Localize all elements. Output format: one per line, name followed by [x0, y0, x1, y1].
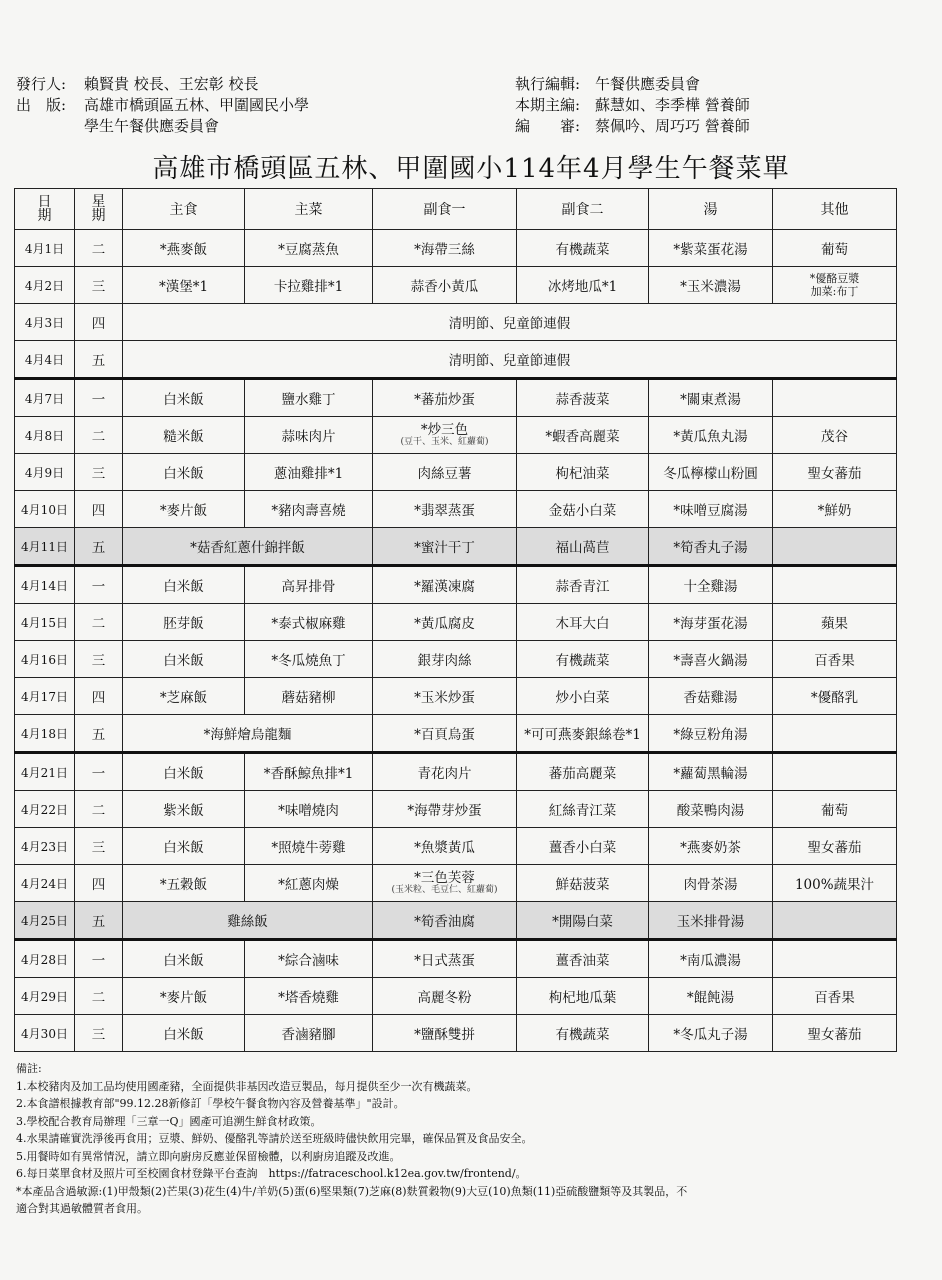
- table-row: [15, 267, 897, 304]
- other-cell: *鮮奶: [773, 491, 897, 528]
- table-row: [15, 304, 897, 341]
- date-cell: 4月29日: [15, 978, 75, 1015]
- table-row: [15, 528, 897, 566]
- staple-cell: 胚芽飯: [123, 604, 245, 641]
- weekday-cell: 五: [75, 341, 123, 379]
- weekday-cell: 一: [75, 379, 123, 417]
- side1-cell: 肉絲豆薯: [373, 454, 517, 491]
- side2-cell: 薑香小白菜: [517, 828, 649, 865]
- side2-cell: 枸杞油菜: [517, 454, 649, 491]
- press-line1: 高雄市橋頭區五林、甲圍國民小學: [84, 96, 310, 114]
- soup-cell: *玉米濃湯: [649, 267, 773, 304]
- other-cell: 100%蔬果汁: [773, 865, 897, 902]
- table-row: [15, 417, 897, 454]
- side1-cell: *鹽酥雙拼: [373, 1015, 517, 1052]
- header-row: [15, 189, 897, 230]
- col-weekday: 星 期: [75, 189, 123, 230]
- side2-cell: 金菇小白菜: [517, 491, 649, 528]
- weekday-cell: 三: [75, 267, 123, 304]
- weekday-cell: 一: [75, 753, 123, 791]
- weekday-cell: 二: [75, 604, 123, 641]
- note-line: 3.學校配合教育局辦理「三章一Q」國產可追溯生鮮食材政策。: [16, 1114, 322, 1128]
- side2-cell: 紅絲青江菜: [517, 791, 649, 828]
- side1-dish: *炒三色: [420, 422, 469, 438]
- other-cell: [773, 528, 897, 566]
- chief-editor: 蘇慧如、李季樺 營養師: [595, 96, 750, 114]
- notes: [16, 1060, 916, 1218]
- side2-cell: *蝦香高麗菜: [517, 417, 649, 454]
- other-cell: [773, 940, 897, 978]
- main-cell: 香滷豬腳: [245, 1015, 373, 1052]
- date-cell: 4月23日: [15, 828, 75, 865]
- side1-cell: *筍香油腐: [373, 902, 517, 940]
- table-row: [15, 379, 897, 417]
- date-cell: 4月25日: [15, 902, 75, 940]
- note-line: 1.本校豬肉及加工品均使用國產豬，全面提供非基因改造豆製品，每月提供至少一次有機蔬菜。: [16, 1079, 478, 1093]
- side1-cell: *海帶三絲: [373, 230, 517, 267]
- side1-dish: *三色芙蓉: [414, 870, 475, 886]
- weekday-cell: 五: [75, 528, 123, 566]
- col-other: 其他: [773, 189, 897, 230]
- soup-cell: 玉米排骨湯: [649, 902, 773, 940]
- side2-cell: 福山萵苣: [517, 528, 649, 566]
- date-cell: 4月21日: [15, 753, 75, 791]
- side1-cell: *玉米炒蛋: [373, 678, 517, 715]
- soup-cell: *南瓜濃湯: [649, 940, 773, 978]
- publisher-block: [16, 74, 486, 137]
- staple-cell: *芝麻飯: [123, 678, 245, 715]
- page-title: 高雄市橋頭區五林、甲圍國小114年4月學生午餐菜單: [152, 154, 790, 184]
- note-line: 6.每日菜單食材及照片可至校園食材登錄平台查詢 https://fatraceschool.k12ea.gov.tw/frontend/。: [16, 1167, 527, 1180]
- side1-cell: *蕃茄炒蛋: [373, 379, 517, 417]
- table-row: [15, 604, 897, 641]
- date-cell: 4月15日: [15, 604, 75, 641]
- other-cell: 茂谷: [773, 417, 897, 454]
- side1-cell: 蒜香小黃瓜: [373, 267, 517, 304]
- main-cell: *照燒牛蒡雞: [245, 828, 373, 865]
- staple-cell: *麥片飯: [123, 978, 245, 1015]
- staple-cell: 糙米飯: [123, 417, 245, 454]
- table-row: [15, 641, 897, 678]
- weekday-cell: 二: [75, 791, 123, 828]
- table-row: [15, 753, 897, 791]
- main-cell: *塔香燒雞: [245, 978, 373, 1015]
- date-cell: 4月30日: [15, 1015, 75, 1052]
- side1-cell: *蜜汁干丁: [373, 528, 517, 566]
- side1-cell: 銀芽肉絲: [373, 641, 517, 678]
- side2-cell: 蕃茄高麗菜: [517, 753, 649, 791]
- other-cell: 聖女蕃茄: [773, 828, 897, 865]
- table-row: [15, 828, 897, 865]
- soup-cell: *紫菜蛋花湯: [649, 230, 773, 267]
- note-line: *本產品含過敏源:(1)甲殼類(2)芒果(3)花生(4)牛/羊奶(5)蛋(6)堅果類(7)芝麻(8)麩質穀物(9)大豆(10)魚類(11)亞硫酸鹽類等及其製品，不: [16, 1184, 688, 1198]
- other-cell: 聖女蕃茄: [773, 1015, 897, 1052]
- other-cell: [773, 267, 897, 304]
- soup-cell: *壽喜火鍋湯: [649, 641, 773, 678]
- side2-cell: 蒜香菠菜: [517, 379, 649, 417]
- date-cell: 4月4日: [15, 341, 75, 379]
- soup-cell: *黃瓜魚丸湯: [649, 417, 773, 454]
- col-main: 主菜: [245, 189, 373, 230]
- col-soup: 湯: [649, 189, 773, 230]
- menu-table: [14, 188, 897, 1052]
- date-cell: 4月16日: [15, 641, 75, 678]
- publisher: 賴賢貴 校長、王宏彰 校長: [84, 75, 259, 93]
- weekday-cell: 一: [75, 940, 123, 978]
- soup-cell: *筍香丸子湯: [649, 528, 773, 566]
- other-cell: [773, 566, 897, 604]
- weekday-cell: 五: [75, 715, 123, 753]
- date-cell: 4月28日: [15, 940, 75, 978]
- note-line: 2.本食譜根據教育部"99.12.28新修訂「學校午餐食物內容及營養基準」"設計。: [16, 1097, 405, 1110]
- reviewer: 蔡佩吟、周巧巧 營養師: [595, 117, 750, 135]
- weekday-cell: 四: [75, 678, 123, 715]
- table-row: [15, 491, 897, 528]
- main-cell: *綜合滷味: [245, 940, 373, 978]
- staple-cell: 白米飯: [123, 454, 245, 491]
- staple-cell: 白米飯: [123, 1015, 245, 1052]
- weekday-cell: 五: [75, 902, 123, 940]
- press-label: 出 版:: [16, 96, 67, 114]
- weekday-cell: 四: [75, 304, 123, 341]
- table-row: [15, 940, 897, 978]
- soup-cell: *冬瓜丸子湯: [649, 1015, 773, 1052]
- date-cell: 4月24日: [15, 865, 75, 902]
- main-cell: 高昇排骨: [245, 566, 373, 604]
- table-row: [15, 791, 897, 828]
- note-line: 4.水果請確實洗淨後再食用；豆漿、鮮奶、優酪乳等請於送至班級時儘快飲用完畢，確保品質及食品安全。: [16, 1132, 533, 1145]
- side2-cell: 鮮菇菠菜: [517, 865, 649, 902]
- staple-combined-cell: 雞絲飯: [123, 902, 373, 940]
- soup-cell: *綠豆粉角湯: [649, 715, 773, 753]
- date-cell: 4月9日: [15, 454, 75, 491]
- staple-combined-cell: *菇香紅蔥什錦拌飯: [123, 528, 373, 566]
- weekday-cell: 三: [75, 641, 123, 678]
- side2-cell: 枸杞地瓜葉: [517, 978, 649, 1015]
- soup-cell: *餛飩湯: [649, 978, 773, 1015]
- staple-combined-cell: *海鮮燴烏龍麵: [123, 715, 373, 753]
- other-cell: *優酪乳: [773, 678, 897, 715]
- weekday-cell: 二: [75, 230, 123, 267]
- other-cell: 葡萄: [773, 791, 897, 828]
- soup-cell: *海芽蛋花湯: [649, 604, 773, 641]
- side2-cell: 有機蔬菜: [517, 641, 649, 678]
- date-cell: 4月14日: [15, 566, 75, 604]
- col-side2: 副食二: [517, 189, 649, 230]
- soup-cell: 香菇雞湯: [649, 678, 773, 715]
- publisher-label: 發行人:: [16, 75, 67, 93]
- note-line: 備註:: [16, 1062, 42, 1075]
- side1-cell: 高麗冬粉: [373, 978, 517, 1015]
- side2-cell: 有機蔬菜: [517, 1015, 649, 1052]
- staple-cell: 白米飯: [123, 828, 245, 865]
- editor-label: 執行編輯:: [515, 75, 581, 93]
- staple-cell: *五穀飯: [123, 865, 245, 902]
- other-cell: [773, 715, 897, 753]
- other-cell: 蘋果: [773, 604, 897, 641]
- side1-cell: *黃瓜腐皮: [373, 604, 517, 641]
- side2-cell: 薑香油菜: [517, 940, 649, 978]
- holiday-cell: 清明節、兒童節連假: [123, 341, 897, 379]
- editor: 午餐供應委員會: [595, 75, 701, 93]
- date-cell: 4月11日: [15, 528, 75, 566]
- col-staple: 主食: [123, 189, 245, 230]
- soup-cell: 十全雞湯: [649, 566, 773, 604]
- chief-label: 本期主編:: [515, 96, 581, 114]
- main-cell: 蘑菇豬柳: [245, 678, 373, 715]
- other-cell: 聖女蕃茄: [773, 454, 897, 491]
- side2-cell: 木耳大白: [517, 604, 649, 641]
- other-cell: [773, 753, 897, 791]
- side1-cell: *海帶芽炒蛋: [373, 791, 517, 828]
- editor-block: [515, 74, 915, 137]
- side2-cell: 炒小白菜: [517, 678, 649, 715]
- table-row: [15, 678, 897, 715]
- main-cell: *紅蔥肉燥: [245, 865, 373, 902]
- staple-cell: 白米飯: [123, 379, 245, 417]
- side1-cell: *魚漿黃瓜: [373, 828, 517, 865]
- date-cell: 4月18日: [15, 715, 75, 753]
- main-cell: *豬肉壽喜燒: [245, 491, 373, 528]
- main-cell: *豆腐蒸魚: [245, 230, 373, 267]
- table-row: [15, 978, 897, 1015]
- date-cell: 4月3日: [15, 304, 75, 341]
- soup-cell: 酸菜鴨肉湯: [649, 791, 773, 828]
- weekday-cell: 三: [75, 454, 123, 491]
- other-item: *優酪豆漿: [809, 272, 860, 285]
- weekday-cell: 三: [75, 1015, 123, 1052]
- date-cell: 4月17日: [15, 678, 75, 715]
- side1-ingredients: (豆干、玉米、紅蘿蔔): [400, 437, 489, 447]
- side1-cell: [373, 417, 517, 454]
- soup-cell: 肉骨茶湯: [649, 865, 773, 902]
- side2-cell: 有機蔬菜: [517, 230, 649, 267]
- reviewer-label: 編 審:: [515, 117, 581, 135]
- table-row: [15, 341, 897, 379]
- weekday-cell: 二: [75, 978, 123, 1015]
- note-line: 5.用餐時如有異常情況，請立即向廚房反應並保留檢體，以利廚房追蹤及改進。: [16, 1149, 401, 1163]
- weekday-cell: 三: [75, 828, 123, 865]
- table-row: [15, 230, 897, 267]
- other-cell: [773, 379, 897, 417]
- side1-cell: *翡翠蒸蛋: [373, 491, 517, 528]
- holiday-cell: 清明節、兒童節連假: [123, 304, 897, 341]
- main-cell: 鹽水雞丁: [245, 379, 373, 417]
- date-cell: 4月1日: [15, 230, 75, 267]
- side1-ingredients: (玉米粒、毛豆仁、紅蘿蔔): [391, 885, 498, 895]
- date-cell: 4月10日: [15, 491, 75, 528]
- side1-cell: 青花肉片: [373, 753, 517, 791]
- other-cell: 葡萄: [773, 230, 897, 267]
- staple-cell: *燕麥飯: [123, 230, 245, 267]
- other-cell: 百香果: [773, 978, 897, 1015]
- side1-cell: *羅漢凍腐: [373, 566, 517, 604]
- col-side1: 副食一: [373, 189, 517, 230]
- staple-cell: 白米飯: [123, 940, 245, 978]
- weekday-cell: 四: [75, 865, 123, 902]
- side1-cell: *日式蒸蛋: [373, 940, 517, 978]
- other-extra: 加菜:布丁: [810, 285, 859, 298]
- table-row: [15, 715, 897, 753]
- main-cell: 蒜味肉片: [245, 417, 373, 454]
- main-cell: 卡拉雞排*1: [245, 267, 373, 304]
- press-line2: 學生午餐供應委員會: [84, 117, 220, 135]
- main-cell: *香酥鯨魚排*1: [245, 753, 373, 791]
- table-row: [15, 454, 897, 491]
- soup-cell: *蘿蔔黑輪湯: [649, 753, 773, 791]
- weekday-cell: 二: [75, 417, 123, 454]
- staple-cell: 白米飯: [123, 641, 245, 678]
- soup-cell: *關東煮湯: [649, 379, 773, 417]
- main-cell: *冬瓜燒魚丁: [245, 641, 373, 678]
- table-row: [15, 902, 897, 940]
- main-cell: 蔥油雞排*1: [245, 454, 373, 491]
- table-row: [15, 865, 897, 902]
- staple-cell: 紫米飯: [123, 791, 245, 828]
- weekday-cell: 一: [75, 566, 123, 604]
- date-cell: 4月22日: [15, 791, 75, 828]
- other-cell: [773, 902, 897, 940]
- table-row: [15, 1015, 897, 1052]
- side2-cell: 蒜香青江: [517, 566, 649, 604]
- date-cell: 4月7日: [15, 379, 75, 417]
- main-cell: *泰式椒麻雞: [245, 604, 373, 641]
- side1-cell: *百頁烏蛋: [373, 715, 517, 753]
- side2-cell: *可可燕麥銀絲卷*1: [517, 715, 649, 753]
- col-date: 日 期: [15, 189, 75, 230]
- note-line: 適合對其過敏體質者食用。: [16, 1202, 148, 1215]
- soup-cell: *燕麥奶茶: [649, 828, 773, 865]
- soup-cell: 冬瓜檸檬山粉圓: [649, 454, 773, 491]
- staple-cell: 白米飯: [123, 753, 245, 791]
- side1-cell: [373, 865, 517, 902]
- staple-cell: *漢堡*1: [123, 267, 245, 304]
- date-cell: 4月2日: [15, 267, 75, 304]
- soup-cell: *味噌豆腐湯: [649, 491, 773, 528]
- staple-cell: 白米飯: [123, 566, 245, 604]
- main-cell: *味噌燒肉: [245, 791, 373, 828]
- date-cell: 4月8日: [15, 417, 75, 454]
- other-cell: 百香果: [773, 641, 897, 678]
- weekday-cell: 四: [75, 491, 123, 528]
- staple-cell: *麥片飯: [123, 491, 245, 528]
- table-row: [15, 566, 897, 604]
- side2-cell: 冰烤地瓜*1: [517, 267, 649, 304]
- side2-cell: *開陽白菜: [517, 902, 649, 940]
